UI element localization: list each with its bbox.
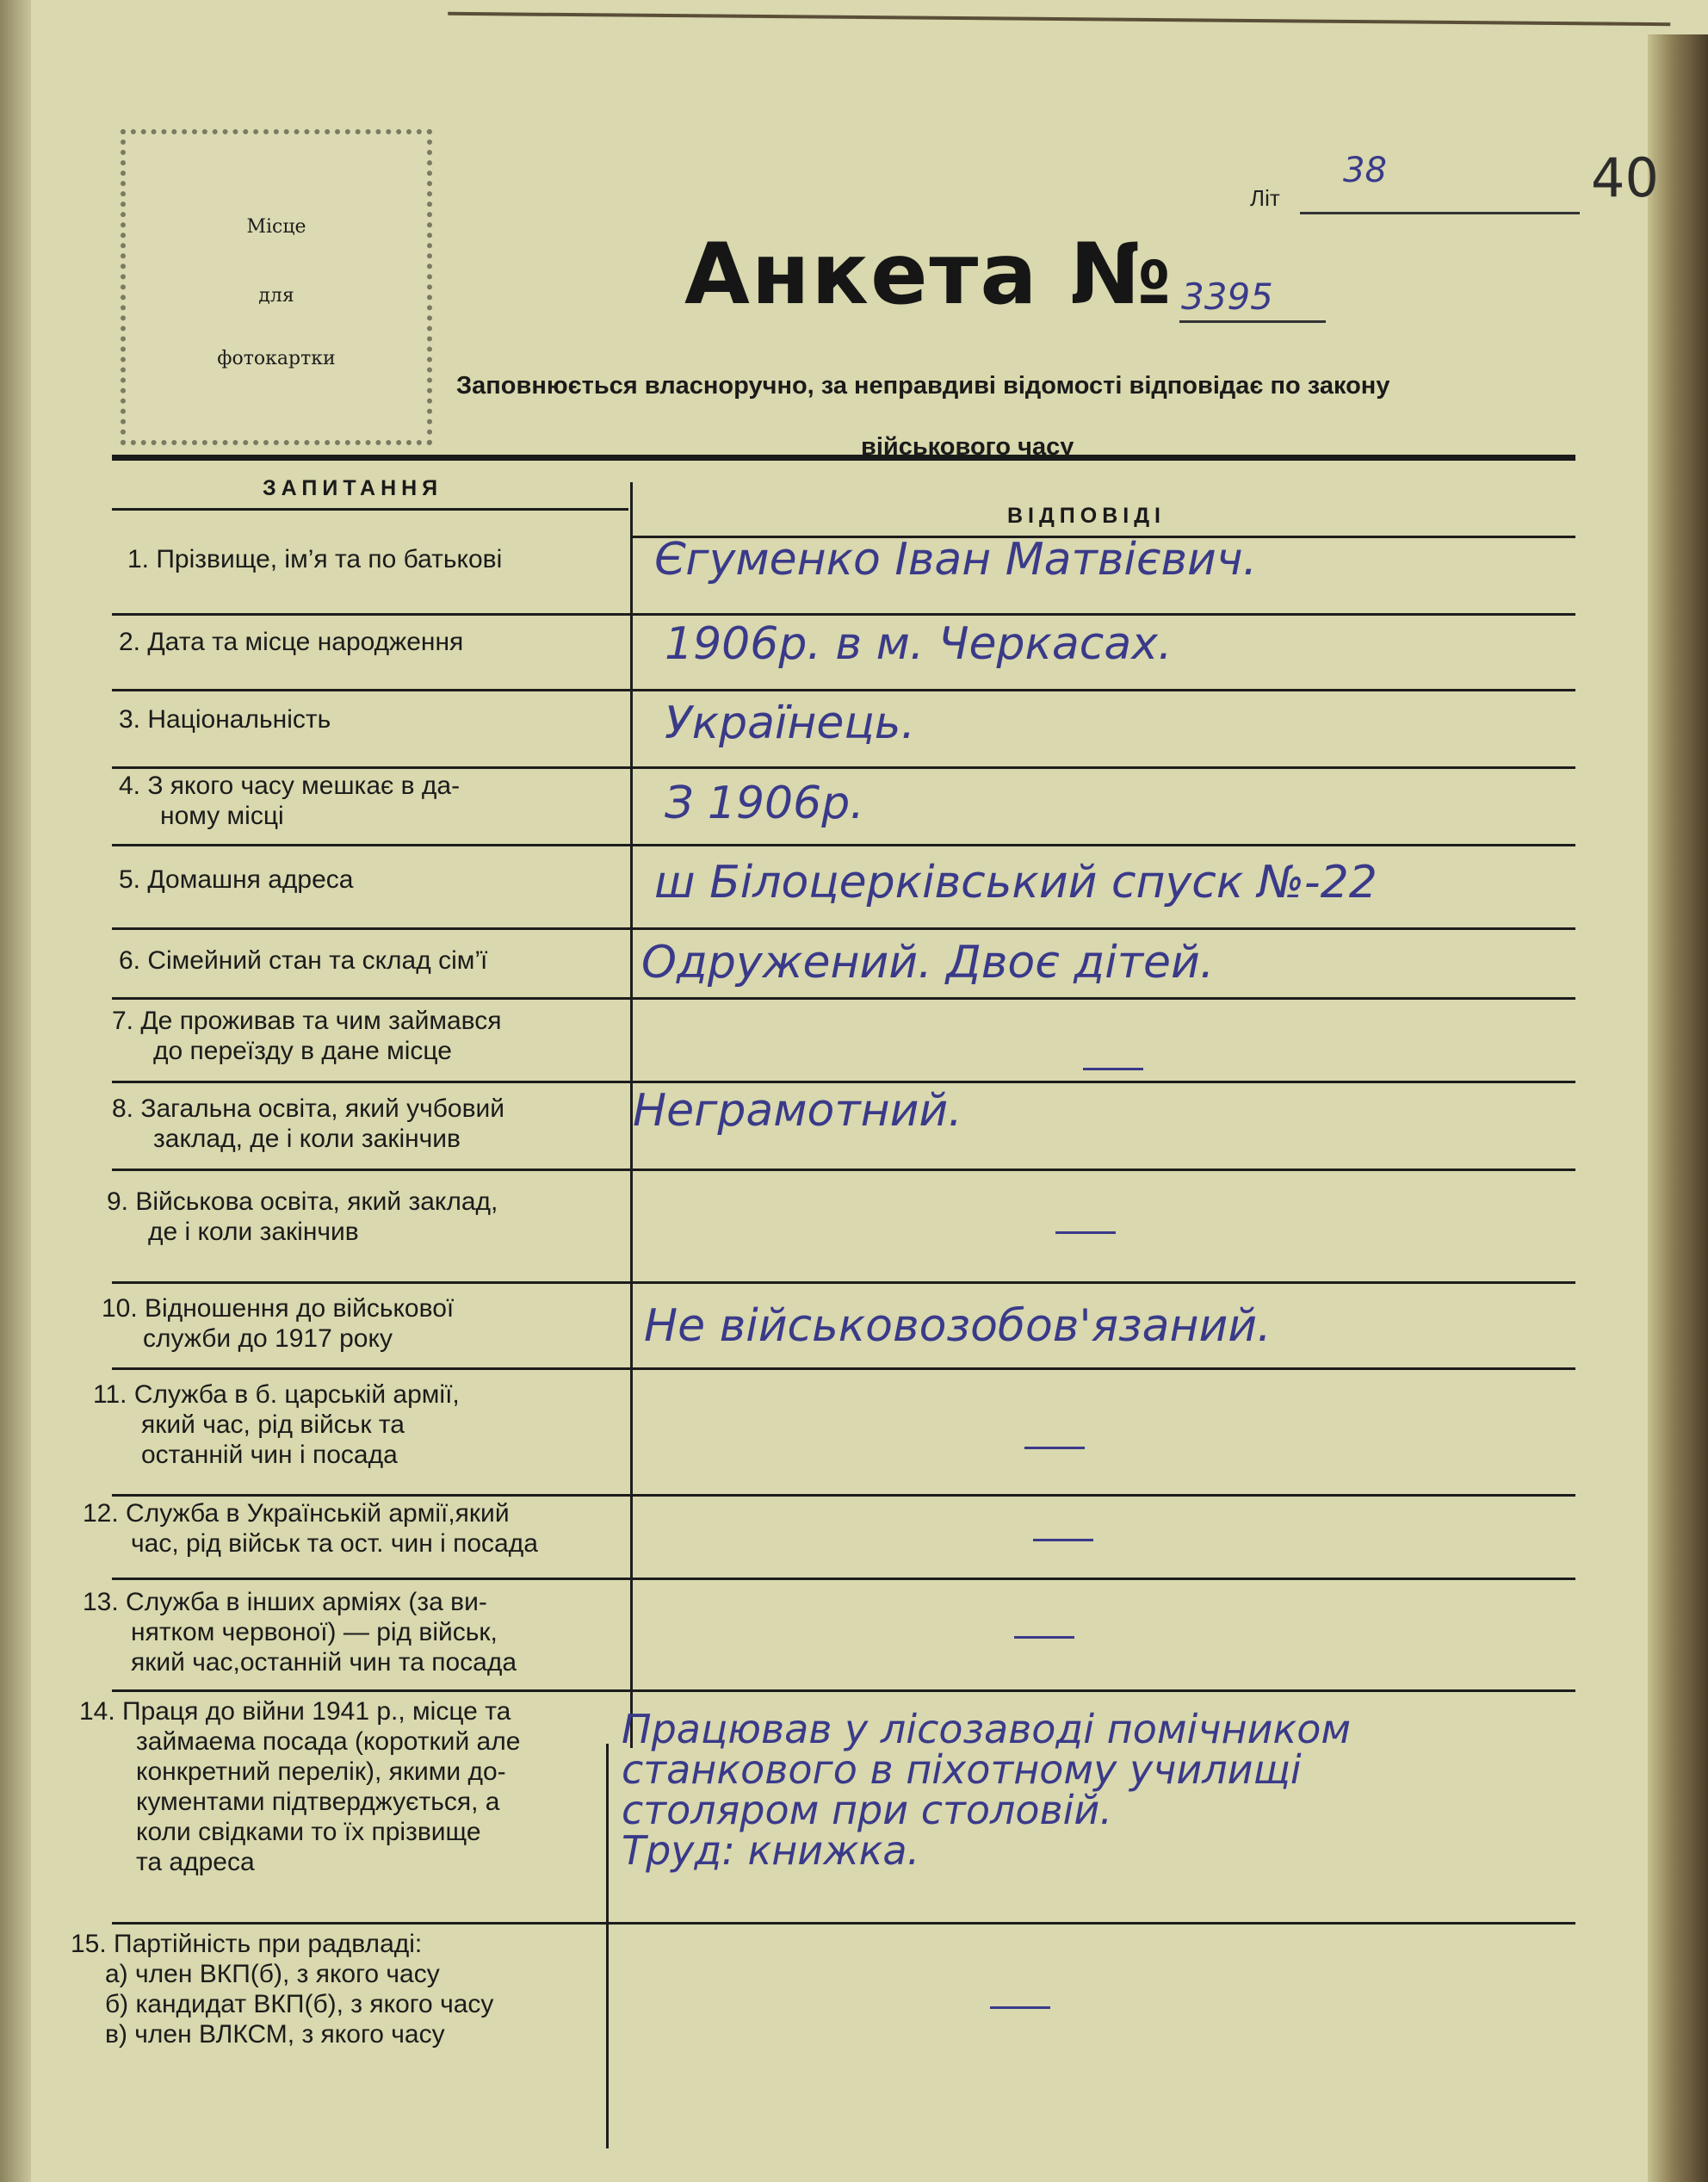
answer-12-dash [1033,1539,1093,1541]
answer-7-dash [1083,1068,1143,1070]
row-rule [112,997,1575,1000]
photo-placeholder [121,129,432,445]
answer-9-dash [1055,1231,1116,1234]
question-2: 2. Дата та місце народження [119,628,464,656]
row-rule [112,1281,1575,1284]
questions-header: ЗАПИТАННЯ [263,476,443,500]
question-1: 1. Прізвище, ім’я та по батькові [127,545,503,573]
row-rule [112,1367,1575,1370]
answer-3: Українець. [665,697,915,749]
photo-label-3: фотокартки [217,348,336,369]
table-top-rule [112,455,1575,461]
lit-line [1300,212,1580,214]
answer-5: ш Білоцерківський спуск №-22 [654,857,1377,908]
photo-label-2: для [258,285,294,307]
question-11: 11. Служба в б. царській армії, який час, рід військ та останній чин і посада [93,1380,460,1469]
answer-4: З 1906р. [665,778,864,829]
page-top-edge [448,12,1671,77]
row-rule [112,1578,1575,1580]
question-10: 10. Відношення до військової служби до 1917 року [102,1294,455,1353]
question-4: 4. З якого часу мешкає в да- ному місці [119,772,461,830]
answer-15-dash [990,2006,1050,2009]
form-subtitle: Заповнюється власноручно, за неправдиві відомості відповідає по закону [456,372,1390,400]
answer-10: Не військовозобов'язаний. [644,1300,1272,1352]
photo-label-1: Місце [246,216,306,238]
question-6: 6. Сімейний стан та склад сім’ї [119,946,488,975]
question-15: 15. Партійність при радвладі: а) член ВКП(б), з якого часу б) кандидат ВКП(б), з якого часу в) член ВЛКСМ, з якого часу [71,1930,494,2049]
form-subtitle-cont: військового часу [861,433,1074,461]
answer-6: Одружений. Двоє дітей. [641,937,1215,989]
row-rule [112,927,1575,930]
lit-label: Літ [1250,185,1280,211]
question-8: 8. Загальна освіта, який учбовий заклад, де і коли закінчив [112,1094,505,1153]
page-left-edge [0,0,31,2182]
row-rule [112,1922,1575,1925]
lit-value: 38 [1343,151,1387,190]
row-rule [112,1494,1575,1497]
answer-2: 1906р. в м. Черкасах. [665,618,1173,670]
row-rule [112,1689,1575,1692]
row-rule [112,766,1575,769]
row-rule [112,1168,1575,1171]
answer-14: Працював у лісозаводі помічником станкового в піхотному училищі столяром при столовій. Труд: книжка. [622,1706,1352,1874]
row-rule [112,613,1575,616]
answer-8: Неграмотний. [633,1085,962,1137]
question-14: 14. Праця до війни 1941 р., місце та займаема посада (короткий але конкретний перелік), якими до- кументами підтверджується, а коли свідками то їх прізвище та адреса [79,1697,521,1876]
page-number: 40 [1591,146,1659,209]
form-number-line [1179,320,1326,323]
answer-13-dash [1014,1636,1074,1639]
question-5: 5. Домашня адреса [119,865,354,894]
question-7: 7. Де проживав та чим займався до переїзду в дане місце [112,1007,502,1065]
row-rule [112,844,1575,846]
question-13: 13. Служба в інших арміях (за ви- нятком червоної) — рід військ, який час,останній чин та посада [83,1588,517,1677]
page-right-edge [1648,34,1708,2182]
question-9: 9. Військова освіта, який заклад, де і коли закінчив [107,1187,498,1246]
answer-1: Єгуменко Іван Матвієвич. [654,534,1258,586]
question-3: 3. Національність [119,705,331,734]
row-rule [112,1081,1575,1083]
answer-11-dash [1024,1447,1085,1449]
answers-header: ВІДПОВІДІ [1007,504,1166,528]
question-12: 12. Служба в Українській армії,який час, рід військ та ост. чин і посада [83,1499,538,1558]
row-rule [112,689,1575,691]
form-number: 3395 [1181,276,1273,318]
questions-header-rule [112,508,628,511]
form-title: Анкета № [684,226,1173,324]
